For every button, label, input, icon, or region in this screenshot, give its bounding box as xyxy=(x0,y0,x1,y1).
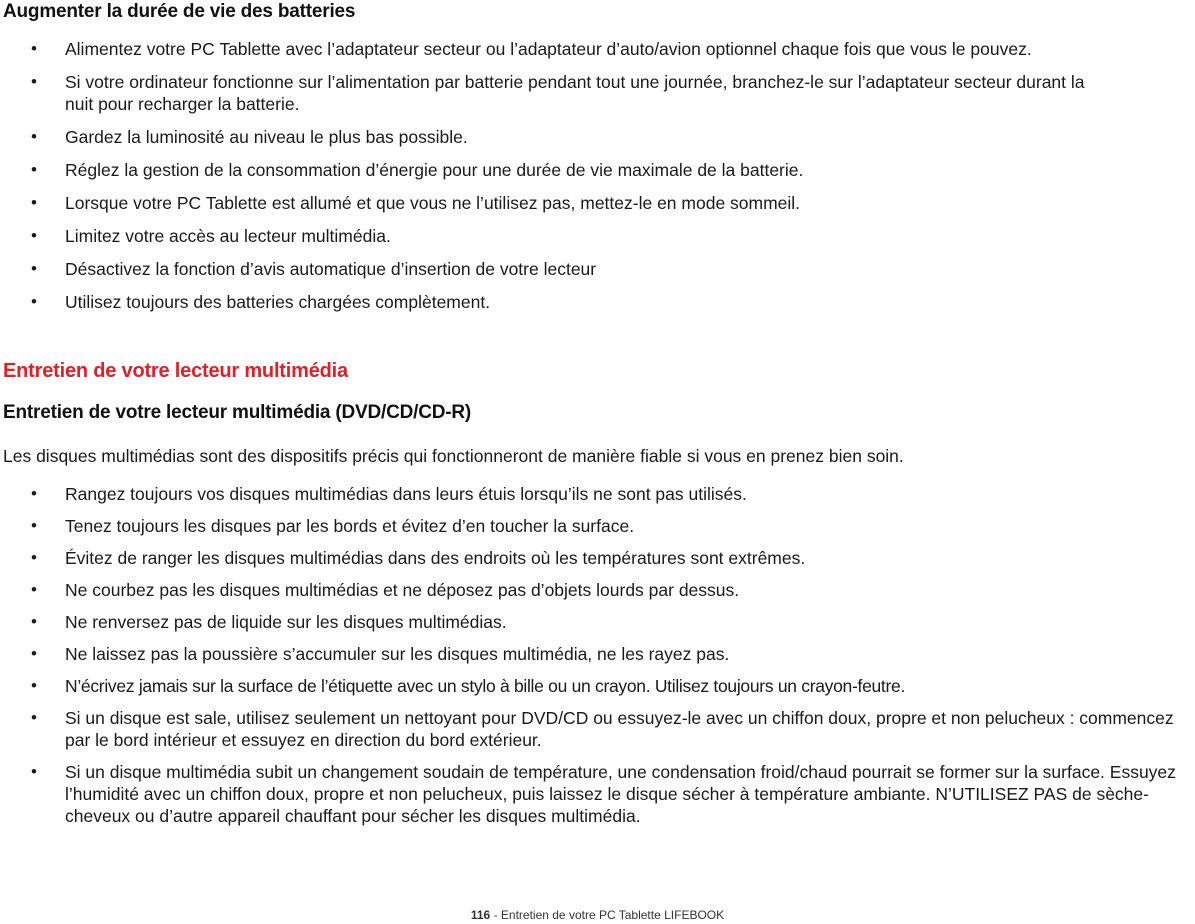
bullet-icon: • xyxy=(31,39,37,58)
bullet-icon: • xyxy=(31,676,37,695)
bullet-icon: • xyxy=(31,292,37,311)
list-item: • Lorsque votre PC Tablette est allumé et que vous ne l’utilisez pas, mettez-le en mode sommeil. xyxy=(31,193,801,213)
list-item: • Ne courbez pas les disques multimédias et ne déposez pas d’objets lourds par dessus. xyxy=(31,580,740,600)
bullet-icon: • xyxy=(31,708,37,727)
media-care-list xyxy=(3,483,1193,837)
bullet-icon: • xyxy=(31,762,37,781)
list-item: • Réglez la gestion de la consommation d’énergie pour une durée de vie maximale de la batterie. xyxy=(31,160,804,180)
bullet-icon: • xyxy=(31,160,37,179)
page-footer xyxy=(0,908,1195,922)
intro-paragraph: Les disques multimédias sont des dispositifs précis qui fonctionneront de manière fiable si vous en prenez bien soin. xyxy=(3,446,904,466)
footer-text: - Entretien de votre PC Tablette LIFEBOOK xyxy=(490,908,725,922)
list-item: • Si un disque est sale, utilisez seulement un nettoyant pour DVD/CD ou essuyez-le avec un chiffon doux, propre et non pelucheux : commencez par le bord intérieur et essuyez en direction du bord extérieur. xyxy=(31,708,1174,750)
bullet-icon: • xyxy=(31,72,37,91)
bullet-icon: • xyxy=(31,612,37,631)
section-subtitle-media-care: Entretien de votre lecteur multimédia (DVD/CD/CD-R) xyxy=(3,402,472,423)
bullet-icon: • xyxy=(31,193,37,212)
bullet-icon: • xyxy=(31,548,37,567)
list-item: • Désactivez la fonction d’avis automatique d’insertion de votre lecteur xyxy=(31,259,597,279)
bullet-icon: • xyxy=(31,516,37,535)
list-item: • Gardez la luminosité au niveau le plus bas possible. xyxy=(31,127,468,147)
list-item: • Évitez de ranger les disques multimédias dans des endroits où les températures sont extrêmes. xyxy=(31,548,806,568)
list-item: • Ne renversez pas de liquide sur les disques multimédias. xyxy=(31,612,507,632)
list-item: • Alimentez votre PC Tablette avec l’adaptateur secteur ou l’adaptateur d’auto/avion optionnel chaque fois que vous le pouvez. xyxy=(31,39,1032,59)
list-item: • Limitez votre accès au lecteur multimédia. xyxy=(31,226,391,246)
list-item: • Si votre ordinateur fonctionne sur l’alimentation par batterie pendant tout une journée, branchez-le sur l’adaptateur secteur durant la nuit pour recharger la batterie. xyxy=(31,72,1085,114)
list-item: • Ne laissez pas la poussière s’accumuler sur les disques multimédia, ne les rayez pas. xyxy=(31,644,730,664)
bullet-icon: • xyxy=(31,484,37,503)
list-item: • Tenez toujours les disques par les bords et évitez d’en toucher la surface. xyxy=(31,516,635,536)
bullet-icon: • xyxy=(31,259,37,278)
bullet-icon: • xyxy=(31,226,37,245)
list-item: • Utilisez toujours des batteries chargées complètement. xyxy=(31,292,491,312)
battery-tips-list xyxy=(3,38,1145,324)
bullet-icon: • xyxy=(31,644,37,663)
page-number: 116 xyxy=(470,908,491,922)
list-item: • Rangez toujours vos disques multimédias dans leurs étuis lorsqu’ils ne sont pas utilisés. xyxy=(31,484,747,504)
section-title-media-care: Entretien de votre lecteur multimédia xyxy=(3,360,348,382)
section-title-battery: Augmenter la durée de vie des batteries xyxy=(3,1,356,22)
list-item: • Si un disque multimédia subit un changement soudain de température, une condensation froid/chaud pourrait se former sur la surface. Essuyez l’humidité avec un chiffon doux, propre et non pelucheux, puis laissez le disque sécher à température ambiante. N’UTILISEZ PAS de sèche-cheveux ou d’autre appareil chauffant pour sécher les disques multimédia. xyxy=(31,762,1176,826)
bullet-icon: • xyxy=(31,580,37,599)
bullet-icon: • xyxy=(31,127,37,146)
list-item: • N’écrivez jamais sur la surface de l’étiquette avec un stylo à bille ou un crayon. Utilisez toujours un crayon-feutre. xyxy=(31,676,906,696)
